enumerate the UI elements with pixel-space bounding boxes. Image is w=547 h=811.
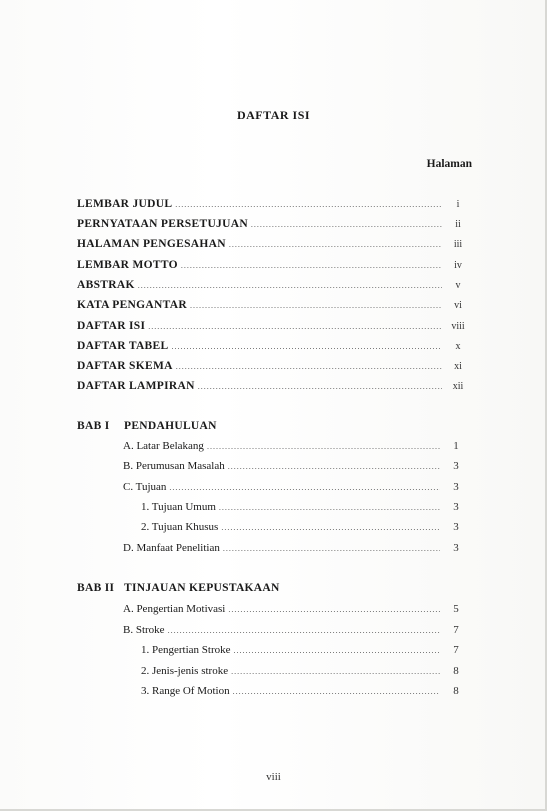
- leader-dots: [219, 500, 440, 516]
- leader-dots: [207, 439, 440, 455]
- page-title: DAFTAR ISI: [236, 108, 311, 122]
- toc-page-number: ii: [455, 219, 461, 230]
- toc-page-number: 3: [453, 481, 459, 493]
- toc-entry: PERNYATAAN PERSETUJUAN ..... ii: [77, 216, 471, 232]
- toc-page-number: 3: [453, 460, 459, 472]
- leader-dots: [221, 520, 440, 536]
- leader-dots: [148, 319, 442, 335]
- toc-entry: LEMBAR JUDUL ..... i: [77, 196, 471, 212]
- toc-page-number: xii: [452, 381, 464, 392]
- toc-entry: DAFTAR SKEMA ..... xi: [77, 358, 471, 374]
- chapter-title: TINJAUAN KEPUSTAKAAN: [124, 582, 280, 594]
- toc-entry: LEMBAR MOTTO ..... iv: [77, 257, 471, 273]
- leader-dots: [231, 664, 440, 680]
- toc-page-number: viii: [451, 321, 465, 332]
- chapter-heading: [77, 420, 217, 432]
- toc-page-number: 3: [453, 542, 459, 554]
- toc-subentry: 2. Jenis-jenis stroke ..... 8: [141, 663, 469, 679]
- chapter-heading: [77, 582, 280, 594]
- toc-subentry: 2. Tujuan Khusus ..... 3: [141, 519, 469, 535]
- toc-page-number: 3: [453, 521, 459, 533]
- leader-dots: [138, 278, 442, 294]
- toc-page-number: i: [456, 199, 460, 210]
- toc-entry: ABSTRAK ..... v: [77, 277, 471, 293]
- toc-page-number: iv: [454, 260, 462, 271]
- toc-page-number: 1: [453, 440, 459, 452]
- leader-dots: [233, 684, 440, 700]
- toc-page-number: 8: [453, 685, 459, 697]
- toc-entry: DAFTAR TABEL ..... x: [77, 338, 471, 354]
- toc-page-number: v: [455, 280, 461, 291]
- toc-subentry: C. Tujuan ..... 3: [123, 479, 469, 495]
- chapter-number: BAB II: [77, 582, 115, 594]
- toc-page-number: iii: [453, 239, 463, 250]
- toc-subentry: 1. Pengertian Stroke ..... 7: [141, 642, 469, 658]
- toc-subentry: D. Manfaat Penelitian ..... 3: [123, 540, 469, 556]
- leader-dots: [228, 602, 440, 618]
- leader-dots: [175, 197, 442, 213]
- toc-page-number: 8: [453, 665, 459, 677]
- toc-entry: DAFTAR LAMPIRAN ..... xii: [77, 378, 471, 394]
- toc-page-number: 5: [453, 603, 459, 615]
- page-column-header: Halaman: [426, 158, 472, 170]
- toc-subentry: B. Stroke ..... 7: [123, 622, 469, 638]
- toc-page-number: 7: [453, 624, 459, 636]
- leader-dots: [181, 258, 442, 274]
- toc-subentry: B. Perumusan Masalah ..... 3: [123, 458, 469, 474]
- toc-page-number: 7: [453, 644, 459, 656]
- leader-dots: [251, 217, 442, 233]
- leader-dots: [190, 298, 442, 314]
- leader-dots: [229, 237, 442, 253]
- toc-subentry: A. Pengertian Motivasi ..... 5: [123, 601, 469, 617]
- toc-subentry: A. Latar Belakang ..... 1: [123, 438, 469, 454]
- leader-dots: [198, 379, 442, 395]
- chapter-title: PENDAHULUAN: [124, 420, 217, 432]
- leader-dots: [168, 623, 440, 639]
- toc-page-number: x: [455, 341, 461, 352]
- toc-entry: HALAMAN PENGESAHAN ..... iii: [77, 236, 471, 252]
- toc-subentry: 3. Range Of Motion ..... 8: [141, 683, 469, 699]
- toc-page-number: xi: [454, 361, 462, 372]
- toc-page-number: vi: [454, 300, 462, 311]
- toc-entry: DAFTAR ISI ..... viii: [77, 318, 471, 334]
- toc-subentry: 1. Tujuan Umum ..... 3: [141, 499, 469, 515]
- leader-dots: [169, 480, 440, 496]
- page-number-footer: viii: [266, 771, 281, 783]
- leader-dots: [228, 459, 440, 475]
- leader-dots: [176, 359, 442, 375]
- toc-page-number: 3: [453, 501, 459, 513]
- leader-dots: [171, 339, 442, 355]
- leader-dots: [234, 643, 440, 659]
- toc-entry: KATA PENGANTAR ..... vi: [77, 297, 471, 313]
- chapter-number: BAB I: [77, 420, 110, 432]
- leader-dots: [223, 541, 440, 557]
